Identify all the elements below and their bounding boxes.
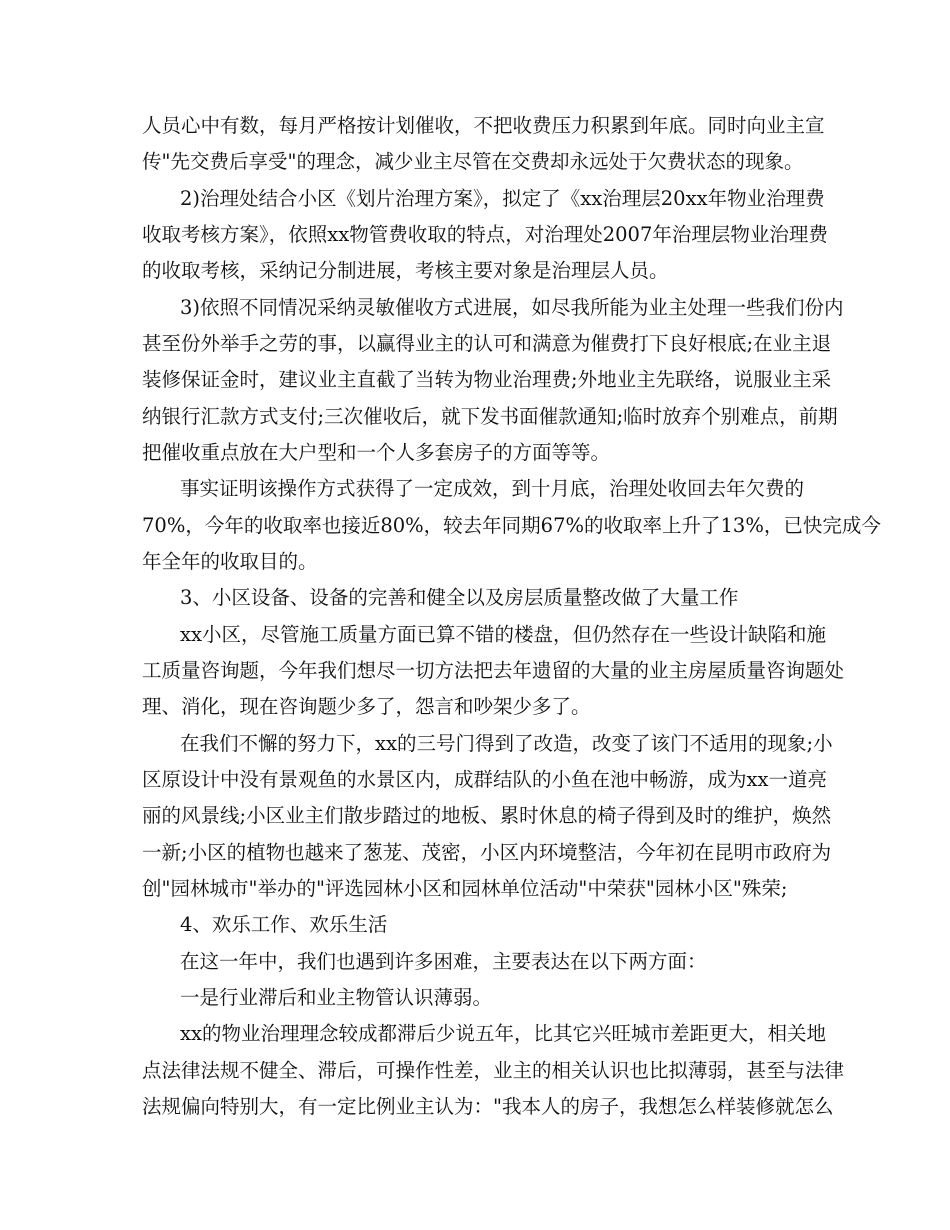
text-line: 在我们不懈的努力下，xx的三号门得到了改造，改变了该门不适用的现象;小 (180, 732, 833, 755)
text-line: 传"先交费后享受"的理念，减少业主尽管在交费却永远处于欠费状态的现象。 (142, 150, 804, 173)
text-line: 4、欢乐工作、欢乐生活 (180, 913, 388, 936)
text-line: 3)依照不同情况采纳灵敏催收方式进展，如尽我所能为业主处理一些我们份内 (180, 296, 844, 319)
text-line: 甚至份外举手之劳的事，以赢得业主的认可和满意为催费打下良好根底;在业主退 (142, 332, 832, 355)
text-line: 法规偏向特别大，有一定比例业主认为："我本人的房子，我想怎么样装修就怎么 (142, 1095, 834, 1118)
text-line: xx的物业治理理念较成都滞后少说五年，比其它兴旺城市差距更大，相关地 (180, 1022, 826, 1045)
text-line: 工质量咨询题，今年我们想尽一切方法把去年遗留的大量的业主房屋质量咨询题处 (142, 659, 845, 682)
text-line: 区原设计中没有景观鱼的水景区内，成群结队的小鱼在池中畅游，成为xx一道亮 (142, 768, 827, 791)
text-line: 在这一年中，我们也遇到许多困难，主要表达在以下两方面： (180, 950, 707, 973)
text-line: 创"园林城市"举办的"评选园林小区和园林单位活动"中荣获"园林小区"殊荣; (142, 877, 788, 900)
text-line: 把催收重点放在大户型和一个人多套房子的方面等等。 (142, 441, 611, 464)
text-line: 理、消化，现在咨询题少多了，怨言和吵架少多了。 (142, 695, 591, 718)
text-line: 一新;小区的植物也越来了葱茏、茂密，小区内环境整洁，今年初在昆明市政府为 (142, 841, 832, 864)
text-line: 纳银行汇款方式支付;三次催收后，就下发书面催款通知;临时放弃个别难点，前期 (142, 405, 838, 428)
text-line: 丽的风景线;小区业主们散步踏过的地板、累时休息的椅子得到及时的维护，焕然 (142, 804, 832, 827)
text-line: 收取考核方案》，依照xx物管费收取的特点，对治理处2007年治理层物业治理费 (142, 223, 828, 246)
text-line: 事实证明该操作方式获得了一定成效，到十月底，治理处收回去年欠费的 (180, 477, 805, 500)
text-line: 一是行业滞后和业主物管认识薄弱。 (180, 986, 493, 1009)
text-line: 年全年的收取目的。 (142, 550, 318, 573)
text-line: 的收取考核，采纳记分制进展，考核主要对象是治理层人员。 (142, 259, 669, 282)
text-line: 70%，今年的收取率也接近80%，较去年同期67%的收取率上升了13%，已快完成今 (142, 514, 881, 537)
text-line: 点法律法规不健全、滞后，可操作性差，业主的相关认识也比拟薄弱，甚至与法律 (142, 1059, 845, 1082)
text-line: 2)治理处结合小区《划片治理方案》，拟定了《xx治理层20xx年物业治理费 (180, 187, 825, 210)
text-line: xx小区，尽管施工质量方面已算不错的楼盘，但仍然存在一些设计缺陷和施 (180, 623, 826, 646)
text-line: 3、小区设备、设备的完善和健全以及房层质量整改做了大量工作 (180, 586, 739, 609)
text-line: 装修保证金时，建议业主直截了当转为物业治理费;外地业主先联络，说服业主采 (142, 368, 832, 391)
text-line: 人员心中有数，每月严格按计划催收，不把收费压力积累到年底。同时向业主宣 (142, 114, 825, 137)
